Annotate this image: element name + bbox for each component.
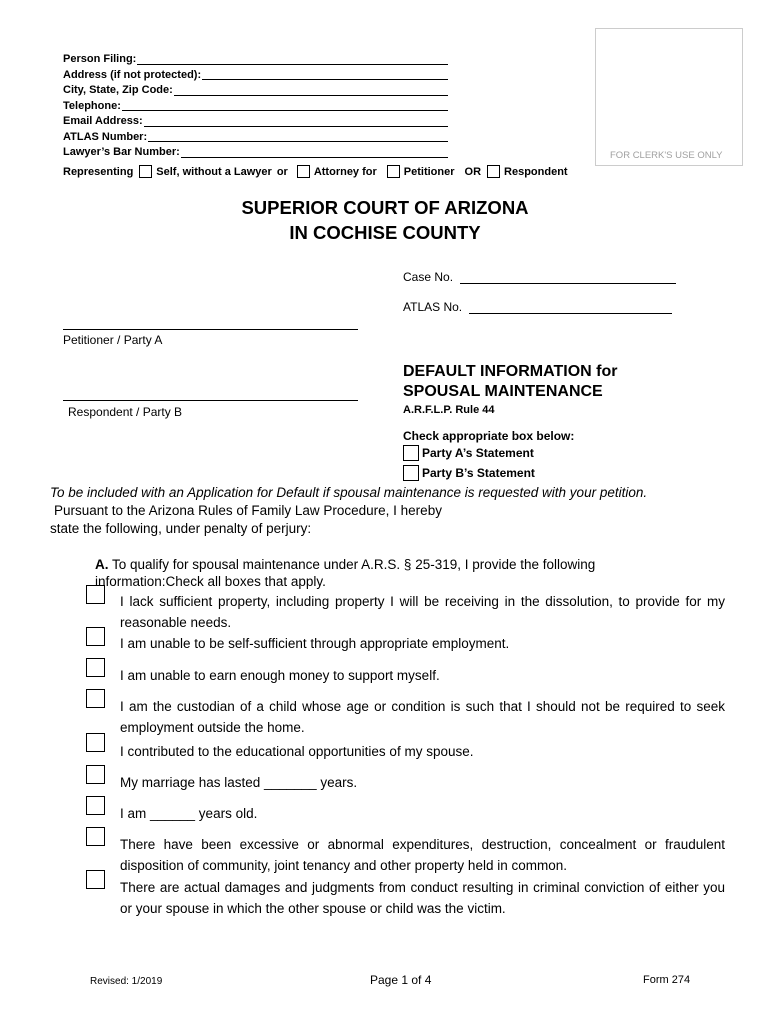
case-number-field[interactable] <box>403 270 676 284</box>
self-checkbox[interactable] <box>139 165 152 178</box>
clerk-use-label: FOR CLERK'S USE ONLY <box>610 150 723 161</box>
case-number-label: Case No. <box>403 270 454 284</box>
document-title-line1: DEFAULT INFORMATION for <box>403 363 618 380</box>
document-title <box>403 362 618 402</box>
revised-date: Revised: 1/2019 <box>90 976 163 987</box>
case-number-line[interactable] <box>460 283 676 284</box>
telephone-label: Telephone: <box>63 99 121 112</box>
atlas-number-label: ATLAS Number: <box>63 130 148 143</box>
respondent-label: Respondent <box>504 165 568 178</box>
or-label: or <box>276 165 288 178</box>
form-number: Form 274 <box>643 974 691 986</box>
document-title-line2: SPOUSAL MAINTENANCE <box>403 383 603 400</box>
representing-label: Representing <box>63 165 134 178</box>
party-b-checkbox[interactable] <box>403 465 419 481</box>
city-state-zip-field[interactable] <box>63 83 448 99</box>
attorney-label: Attorney for <box>313 165 377 178</box>
party-a-statement[interactable] <box>403 445 534 461</box>
intro-line2: Pursuant to the Arizona Rules of Family Law Procedure, I hereby <box>54 503 442 518</box>
party-b-statement[interactable] <box>403 465 535 481</box>
party-a-label: Party A’s Statement <box>422 446 534 460</box>
filer-info <box>63 52 448 161</box>
party-b-label: Party B’s Statement <box>422 466 535 480</box>
attorney-checkbox[interactable] <box>297 165 310 178</box>
atlas-number-field[interactable] <box>63 130 448 146</box>
page-number: Page 1 of 4 <box>370 973 432 987</box>
court-title <box>0 195 770 245</box>
bar-number-field[interactable] <box>63 145 448 161</box>
intro-italic: To be included with an Application for Default if spousal maintenance is requested with your petition. <box>50 485 648 500</box>
intro-line3: state the following, under penalty of perjury: <box>50 521 312 536</box>
telephone-field[interactable] <box>63 99 448 115</box>
representing-row <box>63 165 568 178</box>
item-1-text: I lack sufficient property, including property I will be receiving in the dissolution, to provide for my reasonable needs. <box>120 594 725 630</box>
person-filing-field[interactable] <box>63 52 448 68</box>
atlas-no-field[interactable] <box>403 300 672 314</box>
atlas-no-label: ATLAS No. <box>403 300 463 314</box>
respondent-checkbox[interactable] <box>487 165 500 178</box>
section-a <box>95 556 695 590</box>
item-9-text: There are actual damages and judgments from conduct resulting in criminal conviction of either you or your spouse in which the other spouse or child was the victim. <box>120 880 725 916</box>
item-checkbox-6[interactable] <box>86 765 105 784</box>
item-7-text: I am ______ years old. <box>120 806 258 821</box>
court-title-line2: IN COCHISE COUNTY <box>289 222 481 243</box>
check-box-header: Check appropriate box below: <box>403 429 575 443</box>
item-checkbox-5[interactable] <box>86 733 105 752</box>
item-3-text: I am unable to earn enough money to support myself. <box>120 668 440 683</box>
person-filing-label: Person Filing: <box>63 53 137 65</box>
petitioner-name-line[interactable] <box>63 329 358 330</box>
city-state-zip-label: City, State, Zip Code: <box>63 84 173 96</box>
section-a-text: To qualify for spousal maintenance under A.R.S. § 25-319, I provide the following information:Check all boxes that apply. <box>95 557 596 589</box>
item-2-text: I am unable to be self-sufficient through appropriate employment. <box>120 636 510 651</box>
rule-reference: A.R.F.L.P. Rule 44 <box>403 404 495 416</box>
item-checkbox-8[interactable] <box>86 827 105 846</box>
court-title-line1: SUPERIOR COURT OF ARIZONA <box>241 197 529 218</box>
item-4-text: I am the custodian of a child whose age or condition is such that I should not be required to seek employment outside the home. <box>120 699 725 735</box>
item-5-text: I contributed to the educational opportunities of my spouse. <box>120 744 474 759</box>
section-a-letter: A. <box>95 557 109 572</box>
atlas-no-line[interactable] <box>469 313 672 314</box>
item-checkbox-9[interactable] <box>86 870 105 889</box>
address-label: Address (if not protected): <box>63 68 202 81</box>
email-label: Email Address: <box>63 115 143 127</box>
item-checkbox-2[interactable] <box>86 627 105 646</box>
petitioner-label: Petitioner <box>403 165 455 178</box>
item-checkbox-7[interactable] <box>86 796 105 815</box>
or-label-2: OR <box>464 165 482 178</box>
item-checkbox-1[interactable] <box>86 585 105 604</box>
bar-number-label: Lawyer’s Bar Number: <box>63 146 180 158</box>
petitioner-label: Petitioner / Party A <box>63 333 163 347</box>
email-field[interactable] <box>63 114 448 130</box>
party-a-checkbox[interactable] <box>403 445 419 461</box>
address-field[interactable] <box>63 68 448 84</box>
item-checkbox-4[interactable] <box>86 689 105 708</box>
petitioner-checkbox[interactable] <box>387 165 400 178</box>
item-8-text: There have been excessive or abnormal expenditures, destruction, concealment or fraudulent disposition of community, joint tenancy and other property held in common. <box>120 837 725 873</box>
item-6-text: My marriage has lasted _______ years. <box>120 775 358 790</box>
respondent-label: Respondent / Party B <box>68 405 183 419</box>
respondent-name-line[interactable] <box>63 400 358 401</box>
clerk-use-box <box>595 28 743 166</box>
item-checkbox-3[interactable] <box>86 658 105 677</box>
self-label: Self, without a Lawyer <box>156 165 272 178</box>
